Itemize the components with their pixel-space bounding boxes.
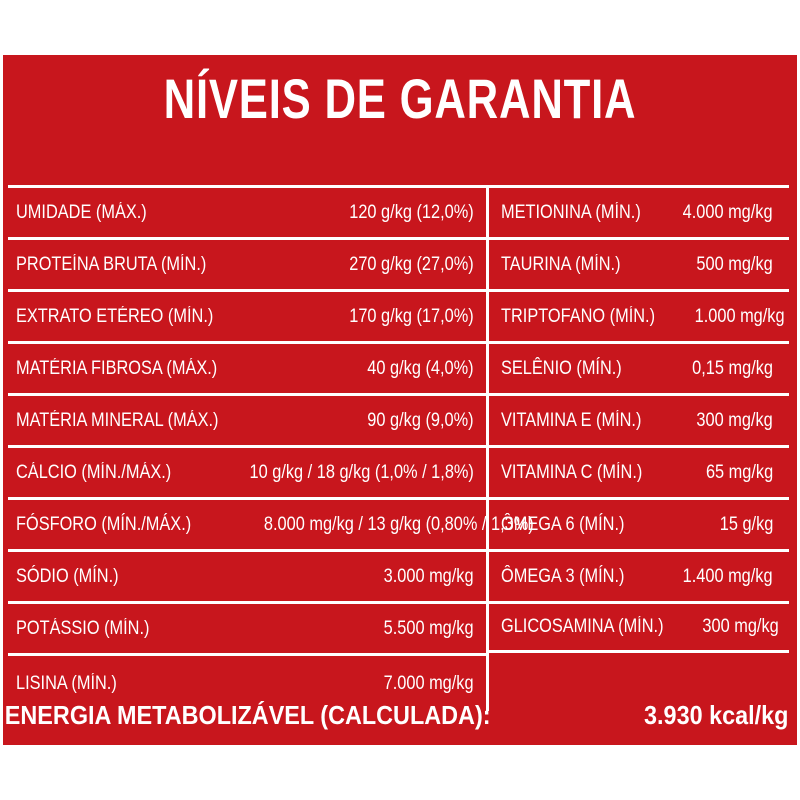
row-label: MATÉRIA MINERAL (MÁX.) <box>16 409 219 431</box>
row-label: LISINA (MÍN.) <box>16 672 117 694</box>
row-value: 15 g/kg <box>719 513 773 535</box>
table-row <box>489 237 789 289</box>
energy-label: ENERGIA METABOLIZÁVEL (CALCULADA): <box>4 699 491 730</box>
row-label: ÔMEGA 6 (MÍN.) <box>501 513 625 535</box>
metabolizable-energy-row <box>3 695 797 735</box>
row-label: VITAMINA C (MÍN.) <box>501 461 643 483</box>
table-row <box>489 289 789 341</box>
row-value: 65 mg/kg <box>705 461 773 483</box>
row-value: 3.000 mg/kg <box>384 565 474 587</box>
row-label: EXTRATO ETÉREO (MÍN.) <box>16 305 214 327</box>
row-label: GLICOSAMINA (MÍN.) <box>501 616 664 637</box>
row-label: CÁLCIO (MÍN./MÁX.) <box>16 461 172 483</box>
table-row <box>8 549 486 601</box>
row-label: VITAMINA E (MÍN.) <box>501 409 642 431</box>
row-value: 300 mg/kg <box>702 616 779 637</box>
row-value: 10 g/kg / 18 g/kg (1,0% / 1,8%) <box>249 461 474 483</box>
table-row <box>489 341 789 393</box>
row-value: 120 g/kg (12,0%) <box>349 201 474 223</box>
table-row <box>8 601 486 653</box>
page-title: NÍVEIS DE GARANTIA <box>163 67 637 130</box>
row-value: 4.000 mg/kg <box>683 201 773 223</box>
row-value: 8.000 mg/kg / 13 g/kg (0,80% / 1,3%) <box>263 513 534 535</box>
table-row <box>489 185 789 237</box>
table-row <box>489 445 789 497</box>
left-nutrient-table <box>8 185 534 711</box>
row-label: TRIPTOFANO (MÍN.) <box>501 305 656 327</box>
row-label: FÓSFORO (MÍN./MÁX.) <box>16 513 192 535</box>
row-label: UMIDADE (MÁX.) <box>16 201 147 223</box>
row-value: 7.000 mg/kg <box>384 672 474 694</box>
row-value: 1.400 mg/kg <box>683 565 773 587</box>
row-label: SÓDIO (MÍN.) <box>16 565 119 587</box>
row-label: POTÁSSIO (MÍN.) <box>16 617 150 639</box>
table-row <box>489 393 789 445</box>
table-row <box>489 601 789 653</box>
row-label: ÔMEGA 3 (MÍN.) <box>501 565 625 587</box>
table-row <box>489 497 789 549</box>
row-label: SELÊNIO (MÍN.) <box>501 357 622 379</box>
row-value: 0,15 mg/kg <box>692 357 773 379</box>
row-value: 500 mg/kg <box>696 253 773 275</box>
row-label: METIONINA (MÍN.) <box>501 201 641 223</box>
row-label: MATÉRIA FIBROSA (MÁX.) <box>16 357 218 379</box>
row-label: TAURINA (MÍN.) <box>501 253 621 275</box>
table-row <box>8 289 486 341</box>
table-row <box>489 549 789 601</box>
row-value: 1.000 mg/kg <box>694 305 785 327</box>
row-value: 90 g/kg (9,0%) <box>367 409 474 431</box>
table-row <box>8 393 486 445</box>
table-row <box>8 237 486 289</box>
table-row <box>8 341 486 393</box>
row-value: 300 mg/kg <box>696 409 773 431</box>
table-row <box>8 185 486 237</box>
table-row <box>8 497 534 549</box>
row-value: 270 g/kg (27,0%) <box>349 253 474 275</box>
table-row <box>8 445 486 497</box>
row-value: 40 g/kg (4,0%) <box>367 357 474 379</box>
energy-value: 3.930 kcal/kg <box>643 699 788 730</box>
row-value: 170 g/kg (17,0%) <box>349 305 474 327</box>
guarantee-levels-panel <box>3 55 797 745</box>
row-value: 5.500 mg/kg <box>384 617 474 639</box>
right-nutrient-table <box>489 185 789 653</box>
row-label: PROTEÍNA BRUTA (MÍN.) <box>16 253 207 275</box>
